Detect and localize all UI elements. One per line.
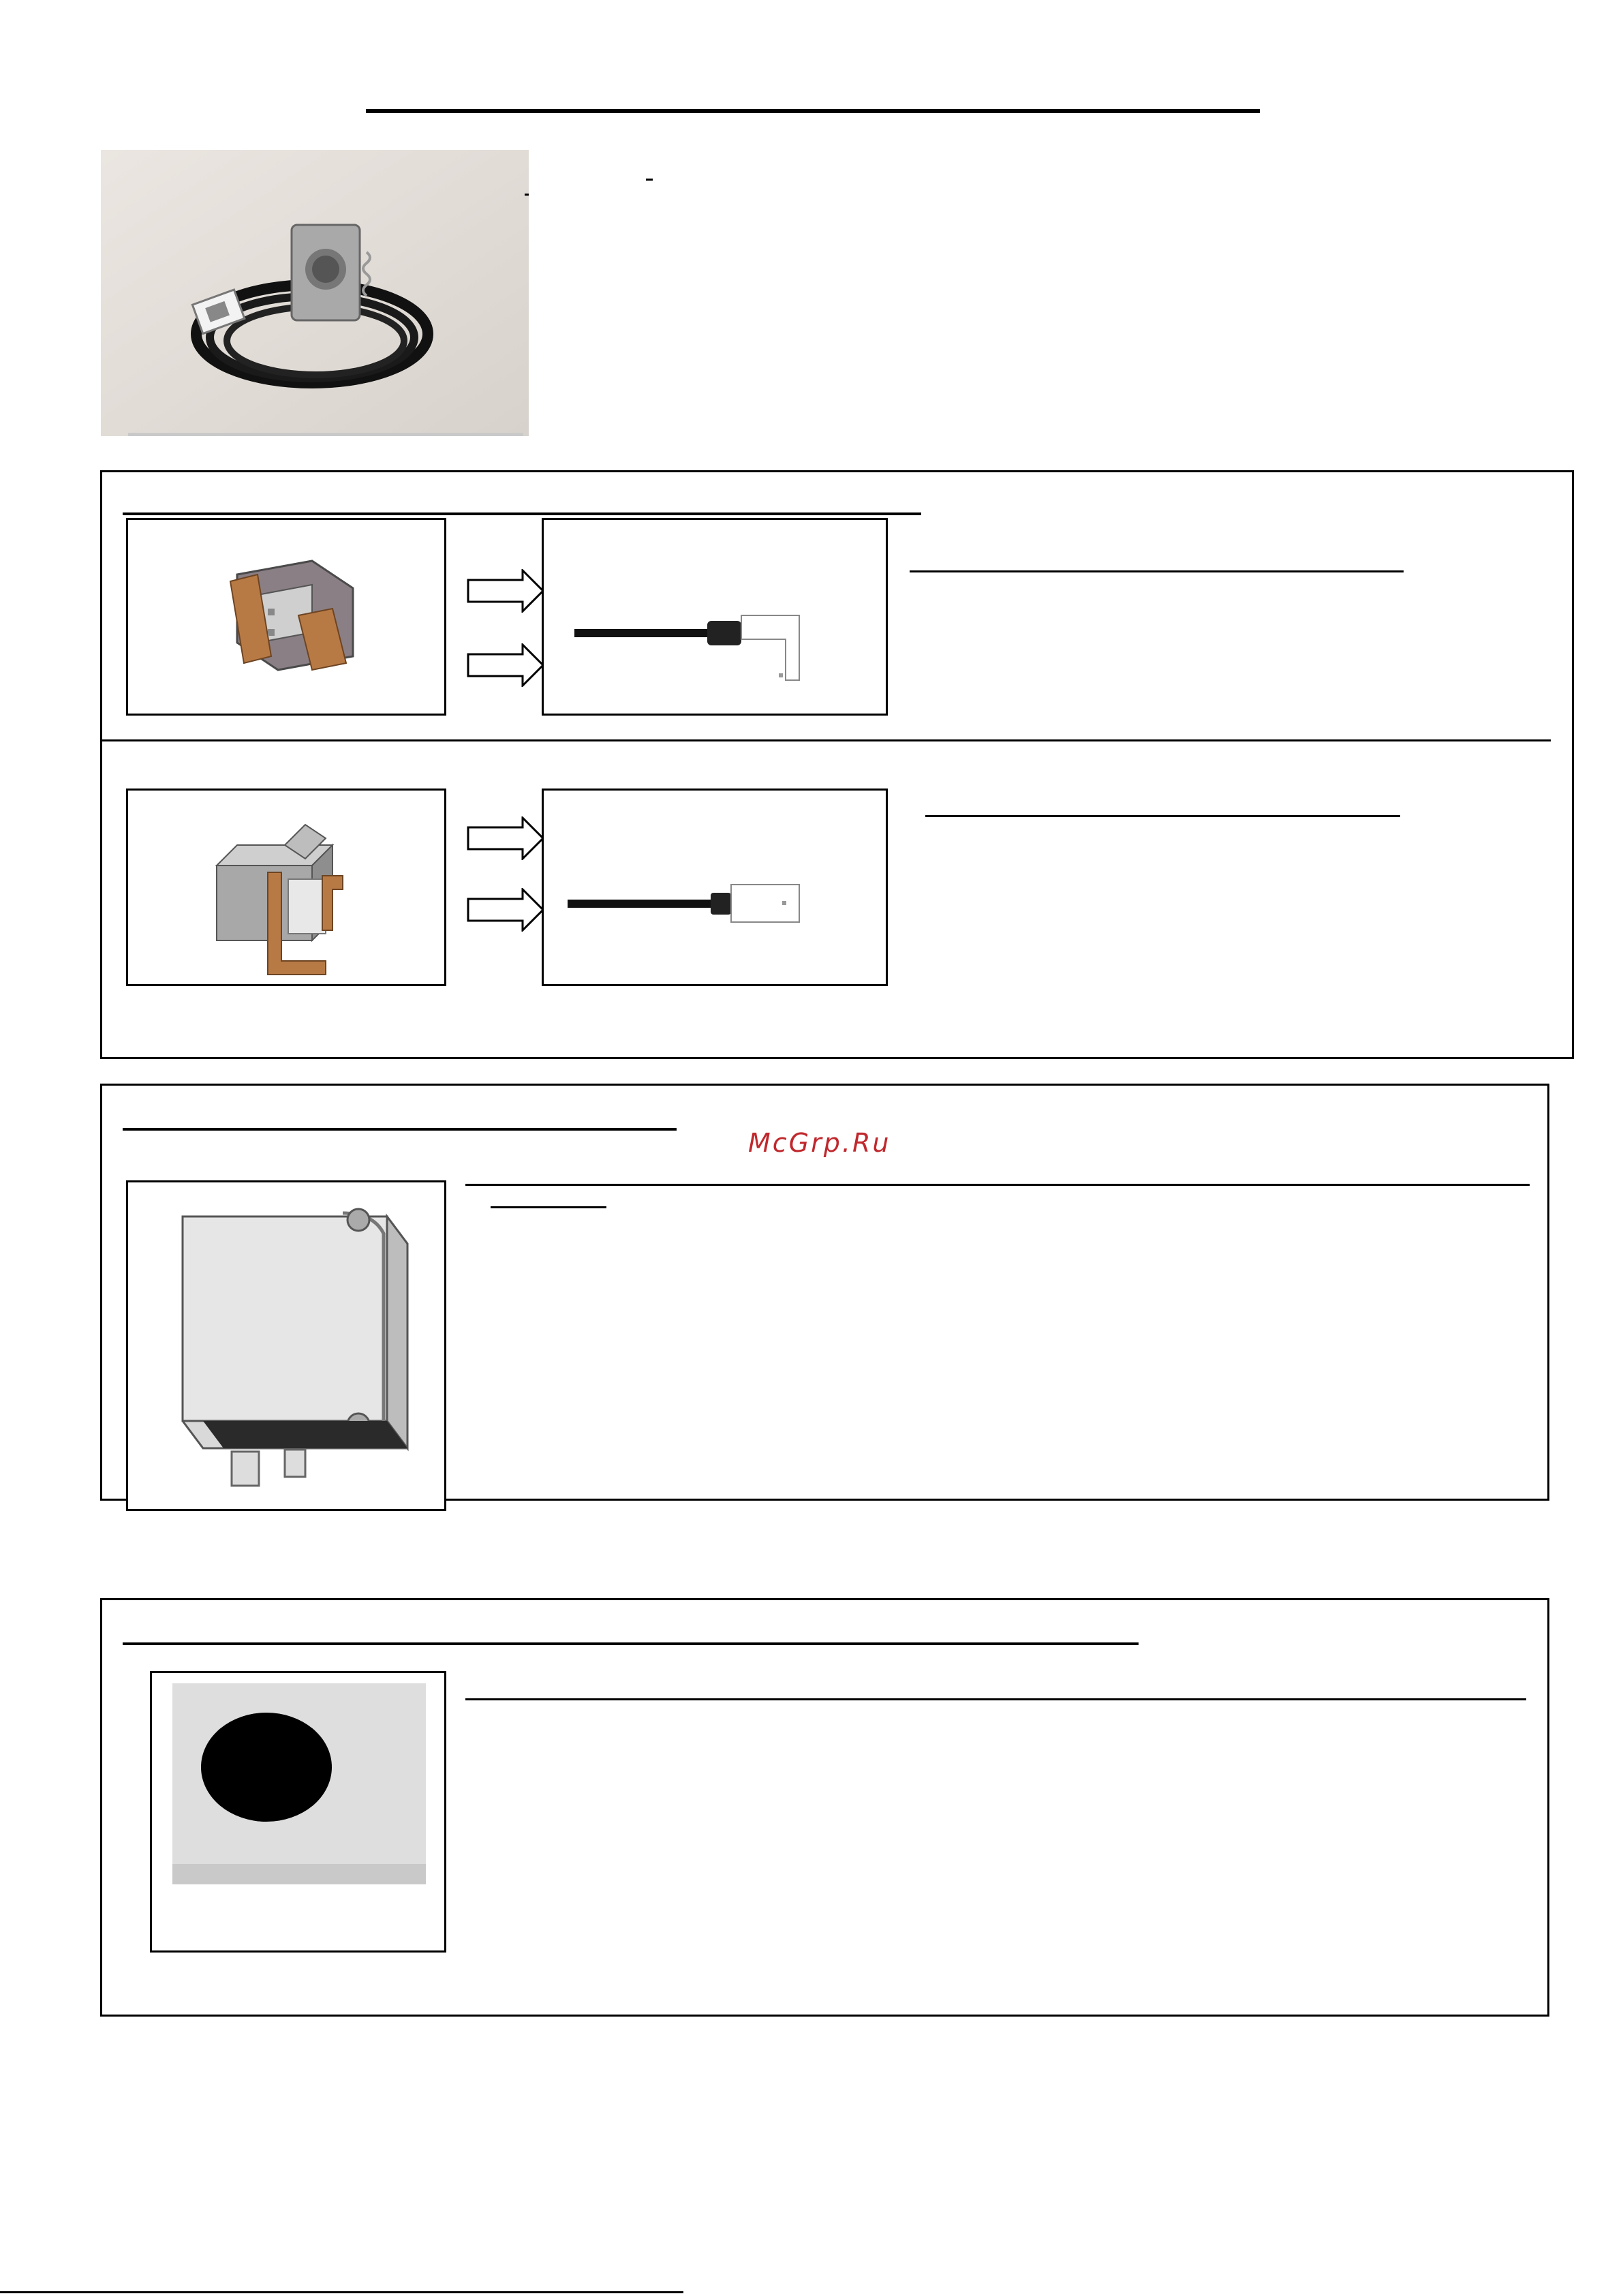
footnote-rule bbox=[0, 2291, 683, 2293]
connector-b-frame bbox=[126, 789, 446, 986]
connector-a-frame bbox=[126, 518, 446, 716]
description-rule bbox=[910, 570, 1404, 572]
arrow-icon bbox=[467, 569, 545, 615]
junction-box-image bbox=[128, 1182, 444, 1509]
arrow-icon bbox=[467, 888, 545, 934]
cable-b-frame bbox=[542, 789, 888, 986]
sensor-closeup-image bbox=[152, 1673, 444, 1950]
thermostat-photo bbox=[101, 150, 529, 436]
description-rule bbox=[465, 1698, 1526, 1700]
sensor-frame bbox=[150, 1671, 446, 1953]
cable-a-image bbox=[544, 520, 886, 714]
title-rule bbox=[366, 109, 1260, 113]
arrow-icon bbox=[467, 643, 545, 690]
description-rule bbox=[465, 1184, 1530, 1186]
junction-box-frame bbox=[126, 1180, 446, 1511]
arrow-icon bbox=[467, 816, 545, 863]
cable-a-frame bbox=[542, 518, 888, 716]
description-subrule bbox=[491, 1206, 606, 1208]
decorative-tick bbox=[646, 179, 653, 181]
watermark: McGrp.Ru bbox=[748, 1128, 891, 1158]
section-divider bbox=[102, 739, 1551, 741]
description-rule bbox=[925, 815, 1400, 817]
decorative-tick bbox=[525, 194, 529, 196]
cable-b-image bbox=[544, 791, 886, 984]
section-heading-rule bbox=[123, 1128, 677, 1131]
section-heading-rule bbox=[123, 512, 921, 515]
section-heading-rule bbox=[123, 1642, 1139, 1645]
connector-b-image bbox=[128, 791, 444, 984]
connector-a-image bbox=[128, 520, 444, 714]
